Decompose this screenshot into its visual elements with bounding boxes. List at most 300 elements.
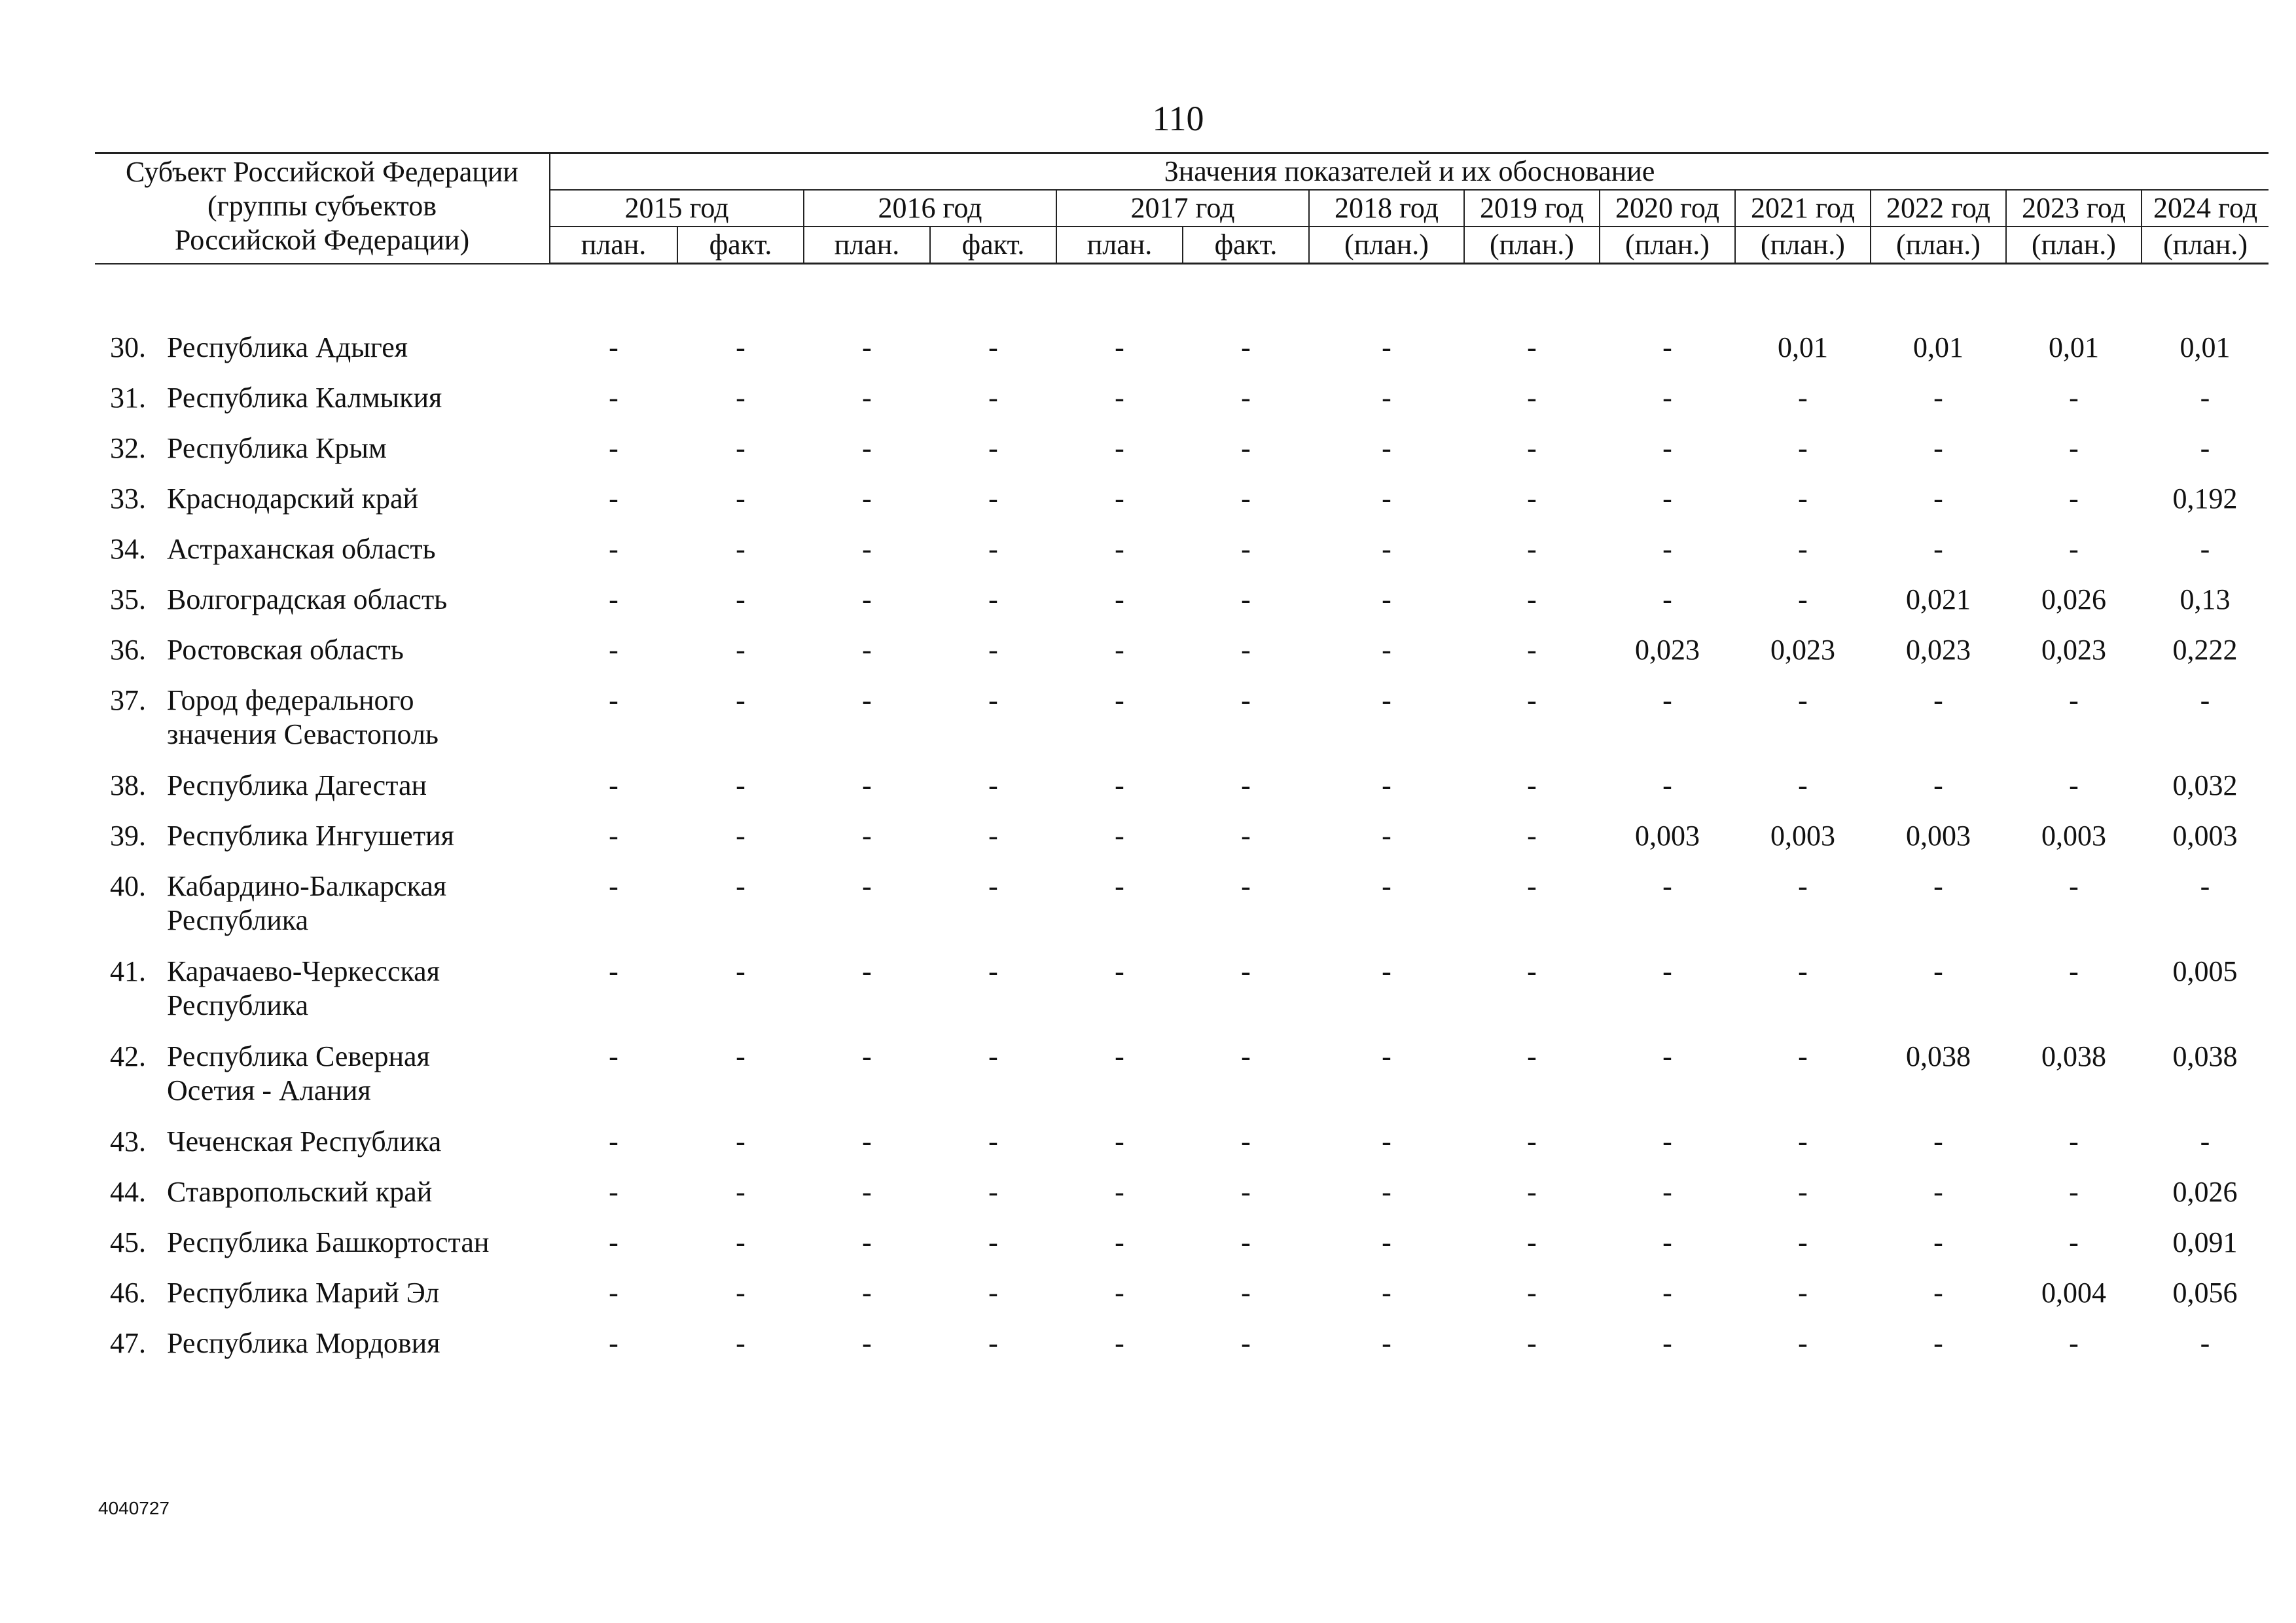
value-cell: - <box>1527 870 1537 902</box>
value-cell: - <box>862 820 872 852</box>
region-name-line1: Город федерального <box>167 684 414 716</box>
region-name <box>167 769 550 819</box>
plan-year-header: 2021 год <box>1735 190 1871 227</box>
value-cell: - <box>862 769 872 801</box>
value-cell: - <box>1662 483 1672 515</box>
value-cell: - <box>988 1040 998 1072</box>
value-cell: - <box>862 583 872 615</box>
value-cell: - <box>1115 533 1124 565</box>
value-cell: - <box>1933 1327 1943 1359</box>
value-cell: - <box>1798 1176 1808 1208</box>
value-cell: - <box>1527 769 1537 801</box>
value-cell: - <box>988 820 998 852</box>
value-cell: - <box>1115 1327 1124 1359</box>
table-row <box>95 1326 2269 1377</box>
plan-year-header: 2020 год <box>1600 190 1735 227</box>
value-cell: 0,026 <box>2172 1176 2238 1208</box>
value-cell: - <box>1382 483 1391 515</box>
value-cell: - <box>2200 870 2210 902</box>
value-cell: - <box>1798 1327 1808 1359</box>
value-cell: - <box>1382 1277 1391 1309</box>
table-row <box>95 431 2269 482</box>
value-cell: - <box>1798 432 1808 464</box>
value-cell: 0,038 <box>2041 1040 2106 1072</box>
value-cell: - <box>1662 1277 1672 1309</box>
value-cell: - <box>988 432 998 464</box>
value-cell: - <box>862 533 872 565</box>
value-cell: - <box>988 870 998 902</box>
value-cell: - <box>1115 684 1124 716</box>
value-cell: - <box>988 684 998 716</box>
value-cell: - <box>862 1277 872 1309</box>
value-cell: - <box>609 382 619 414</box>
value-cell: - <box>1115 634 1124 666</box>
value-cell: - <box>988 1226 998 1258</box>
value-cell: - <box>736 684 745 716</box>
region-name <box>167 955 550 1040</box>
table-row <box>95 1276 2269 1326</box>
value-cell: - <box>609 483 619 515</box>
table-row <box>95 633 2269 684</box>
row-number: 46. <box>110 1277 146 1309</box>
table-row <box>95 381 2269 431</box>
value-cell: - <box>1527 1176 1537 1208</box>
value-cell: - <box>736 1277 745 1309</box>
row-number: 34. <box>110 533 146 565</box>
value-cell: - <box>609 1176 619 1208</box>
value-cell: - <box>1527 583 1537 615</box>
value-cell: 0,222 <box>2172 634 2238 666</box>
row-number: 40. <box>110 870 146 902</box>
region-name-line1: Ставропольский край <box>167 1176 433 1208</box>
value-cell: - <box>1241 870 1251 902</box>
value-cell: - <box>1527 1277 1537 1309</box>
region-name-line2: Республика <box>167 989 309 1021</box>
value-cell: - <box>609 684 619 716</box>
value-cell: - <box>1527 1125 1537 1158</box>
value-cell: - <box>736 1125 745 1158</box>
value-cell: 0,091 <box>2172 1226 2238 1258</box>
value-cell: - <box>609 870 619 902</box>
value-cell: - <box>609 769 619 801</box>
value-cell: - <box>1662 533 1672 565</box>
plan-year-header: 2023 год <box>2006 190 2142 227</box>
value-cell: - <box>862 331 872 363</box>
row-number: 47. <box>110 1327 146 1359</box>
value-cell: - <box>1933 870 1943 902</box>
region-name-line1: Карачаево-Черкесская <box>167 955 440 987</box>
value-cell: - <box>1241 769 1251 801</box>
value-cell: - <box>862 1327 872 1359</box>
value-cell: - <box>1241 1040 1251 1072</box>
value-cell: - <box>736 1226 745 1258</box>
region-name <box>167 1175 550 1226</box>
year-header: 2017 год <box>1056 190 1309 227</box>
value-cell: 0,026 <box>2041 583 2106 615</box>
value-cell: 0,005 <box>2172 955 2238 987</box>
value-cell: - <box>2069 1176 2079 1208</box>
value-cell: - <box>1382 432 1391 464</box>
value-cell: - <box>1241 684 1251 716</box>
value-cell: - <box>2069 483 2079 515</box>
value-cell: - <box>988 634 998 666</box>
page-number: 110 <box>1152 99 1204 138</box>
table-header <box>95 152 2269 264</box>
value-cell: - <box>1241 1327 1251 1359</box>
region-name <box>167 381 550 431</box>
plan-subheader: (план.) <box>2006 227 2142 264</box>
row-number: 45. <box>110 1226 146 1258</box>
value-cell: - <box>1933 483 1943 515</box>
value-cell: - <box>736 1176 745 1208</box>
value-cell: - <box>609 432 619 464</box>
value-cell: - <box>1933 382 1943 414</box>
value-cell: - <box>1798 1226 1808 1258</box>
value-cell: - <box>1382 331 1391 363</box>
value-cell: - <box>1241 483 1251 515</box>
value-cell: - <box>1933 769 1943 801</box>
subject-header-line2: (группы субъектов <box>207 190 437 222</box>
region-name-line1: Республика Дагестан <box>167 769 427 801</box>
value-cell: - <box>2200 1125 2210 1158</box>
value-cell: - <box>1241 1125 1251 1158</box>
value-cell: - <box>736 634 745 666</box>
value-cell: - <box>1382 533 1391 565</box>
value-cell: - <box>2200 533 2210 565</box>
value-cell: - <box>736 1327 745 1359</box>
table-row <box>95 482 2269 532</box>
plan-year-header: 2019 год <box>1464 190 1600 227</box>
value-cell: - <box>1798 955 1808 987</box>
value-cell: 0,056 <box>2172 1277 2238 1309</box>
subject-header-line3: Российской Федерации) <box>174 224 470 256</box>
value-cell: - <box>1662 955 1672 987</box>
row-number: 33. <box>110 483 146 515</box>
table-row <box>95 583 2269 633</box>
value-cell: - <box>1798 1277 1808 1309</box>
value-cell: - <box>988 769 998 801</box>
value-cell: - <box>1662 1327 1672 1359</box>
value-cell: - <box>736 955 745 987</box>
value-cell: - <box>862 432 872 464</box>
value-cell: - <box>1382 1125 1391 1158</box>
region-name <box>167 482 550 532</box>
value-cell: - <box>1115 955 1124 987</box>
value-cell: - <box>2069 1125 2079 1158</box>
value-cell: - <box>1115 382 1124 414</box>
value-cell: 0,038 <box>1906 1040 1971 1072</box>
table-row <box>95 1125 2269 1175</box>
value-cell: - <box>1115 1176 1124 1208</box>
region-name-line2: значения Севастополь <box>167 718 439 750</box>
value-cell: - <box>1527 483 1537 515</box>
value-cell: - <box>1798 1125 1808 1158</box>
value-cell: - <box>862 870 872 902</box>
value-cell: - <box>1382 820 1391 852</box>
plan-year-header: 2018 год <box>1309 190 1464 227</box>
region-name-line1: Волгоградская область <box>167 583 448 615</box>
region-name <box>167 819 550 869</box>
region-name <box>167 1125 550 1175</box>
value-cell: 0,003 <box>1770 820 1835 852</box>
value-cell: - <box>862 684 872 716</box>
value-cell: - <box>1241 432 1251 464</box>
fact-subheader: факт. <box>930 227 1056 264</box>
value-cell: - <box>862 382 872 414</box>
table-row <box>95 819 2269 869</box>
value-cell: - <box>2069 769 2079 801</box>
value-cell: - <box>1933 1226 1943 1258</box>
value-cell: - <box>736 432 745 464</box>
value-cell: - <box>1527 432 1537 464</box>
table-row <box>95 869 2269 955</box>
region-name-line2: Осетия - Алания <box>167 1074 371 1106</box>
plan-year-header: 2022 год <box>1871 190 2006 227</box>
row-number: 43. <box>110 1125 146 1158</box>
value-cell: - <box>2069 1226 2079 1258</box>
region-name <box>167 1326 550 1377</box>
value-cell: - <box>609 1125 619 1158</box>
value-cell: 0,004 <box>2041 1277 2106 1309</box>
value-cell: - <box>736 583 745 615</box>
plan-subheader: (план.) <box>1600 227 1735 264</box>
value-cell: - <box>1933 432 1943 464</box>
fact-subheader: факт. <box>1183 227 1309 264</box>
value-cell: - <box>1241 820 1251 852</box>
value-cell: - <box>1382 583 1391 615</box>
value-cell: - <box>1662 331 1672 363</box>
region-name <box>167 331 550 381</box>
value-cell: - <box>1382 870 1391 902</box>
region-name-line1: Республика Башкортостан <box>167 1226 490 1258</box>
value-cell: - <box>1382 382 1391 414</box>
value-cell: - <box>1115 1040 1124 1072</box>
value-cell: - <box>1115 870 1124 902</box>
value-cell: - <box>1382 1040 1391 1072</box>
value-cell: - <box>1115 1226 1124 1258</box>
region-name <box>167 583 550 633</box>
value-cell: - <box>1241 382 1251 414</box>
value-cell: - <box>862 955 872 987</box>
value-cell: - <box>988 533 998 565</box>
value-cell: 0,003 <box>2041 820 2106 852</box>
value-cell: - <box>1933 533 1943 565</box>
document-code: 4040727 <box>98 1498 170 1518</box>
value-cell: - <box>1527 820 1537 852</box>
region-name-line1: Чеченская Республика <box>167 1125 442 1158</box>
row-number: 41. <box>110 955 146 987</box>
value-cell: - <box>609 583 619 615</box>
value-cell: 0,023 <box>2041 634 2106 666</box>
table-row <box>95 1040 2269 1125</box>
value-cell: - <box>1798 1040 1808 1072</box>
year-header: 2015 год <box>550 190 804 227</box>
row-number: 30. <box>110 331 146 363</box>
value-cell: - <box>862 1040 872 1072</box>
value-cell: - <box>1662 870 1672 902</box>
region-name <box>167 869 550 955</box>
value-cell: - <box>1382 1176 1391 1208</box>
value-cell: - <box>988 331 998 363</box>
table-body <box>95 331 2269 1377</box>
value-cell: - <box>2069 684 2079 716</box>
value-cell: - <box>2200 382 2210 414</box>
value-cell: - <box>1527 533 1537 565</box>
value-cell: - <box>2069 382 2079 414</box>
value-cell: 0,023 <box>1635 634 1700 666</box>
table-row <box>95 955 2269 1040</box>
region-name <box>167 1276 550 1326</box>
value-cell: - <box>1115 331 1124 363</box>
value-cell: - <box>2200 684 2210 716</box>
value-cell: 0,01 <box>2179 331 2231 363</box>
plan-subheader: (план.) <box>1464 227 1600 264</box>
value-cell: - <box>862 1226 872 1258</box>
value-cell: - <box>1798 583 1808 615</box>
value-cell: 0,13 <box>2179 583 2231 615</box>
subject-header-line1: Субъект Российской Федерации <box>126 156 518 188</box>
value-cell: 0,038 <box>2172 1040 2238 1072</box>
value-cell: - <box>1933 955 1943 987</box>
region-name-line1: Кабардино-Балкарская <box>167 870 447 902</box>
subject-header <box>95 153 550 264</box>
value-cell: - <box>1527 331 1537 363</box>
value-cell: - <box>1527 955 1537 987</box>
value-cell: - <box>2069 533 2079 565</box>
value-cell: - <box>1241 955 1251 987</box>
region-name <box>167 1226 550 1276</box>
value-cell: 0,003 <box>2172 820 2238 852</box>
plan-subheader: (план.) <box>1309 227 1464 264</box>
value-cell: - <box>1798 870 1808 902</box>
value-cell: - <box>736 1040 745 1072</box>
value-cell: 0,003 <box>1635 820 1700 852</box>
plan-subheader: (план.) <box>2142 227 2269 264</box>
value-cell: - <box>1115 583 1124 615</box>
value-cell: - <box>1662 1040 1672 1072</box>
region-name-line1: Республика Северная <box>167 1040 430 1072</box>
value-cell: - <box>2069 432 2079 464</box>
region-name-line1: Ростовская область <box>167 634 404 666</box>
value-cell: - <box>1662 684 1672 716</box>
region-name <box>167 684 550 769</box>
value-cell: - <box>988 1277 998 1309</box>
value-cell: - <box>2200 432 2210 464</box>
value-cell: - <box>988 382 998 414</box>
value-cell: - <box>988 1176 998 1208</box>
row-number: 37. <box>110 684 146 716</box>
region-name <box>167 633 550 684</box>
value-cell: - <box>1115 432 1124 464</box>
value-cell: - <box>862 634 872 666</box>
value-cell: - <box>1382 1226 1391 1258</box>
value-cell: 0,01 <box>2049 331 2099 363</box>
row-number: 38. <box>110 769 146 801</box>
value-cell: 0,023 <box>1770 634 1835 666</box>
value-cell: 0,003 <box>1906 820 1971 852</box>
value-cell: - <box>1241 533 1251 565</box>
value-cell: - <box>1662 382 1672 414</box>
value-cell: - <box>1798 483 1808 515</box>
value-cell: - <box>988 583 998 615</box>
value-cell: - <box>609 820 619 852</box>
value-cell: - <box>1662 1176 1672 1208</box>
row-number: 39. <box>110 820 146 852</box>
value-cell: - <box>2069 870 2079 902</box>
value-cell: - <box>2069 955 2079 987</box>
value-cell: - <box>2069 1327 2079 1359</box>
value-cell: - <box>736 870 745 902</box>
value-cell: - <box>2200 1327 2210 1359</box>
region-name-line2: Республика <box>167 904 309 936</box>
value-cell: - <box>609 1226 619 1258</box>
value-cell: - <box>1662 1125 1672 1158</box>
value-cell: - <box>736 820 745 852</box>
value-cell: - <box>1662 583 1672 615</box>
table-row <box>95 1175 2269 1226</box>
value-cell: - <box>1241 583 1251 615</box>
value-cell: - <box>1527 382 1537 414</box>
value-cell: 0,192 <box>2172 483 2238 515</box>
value-cell: - <box>609 533 619 565</box>
value-cell: - <box>1241 1226 1251 1258</box>
region-name-line1: Республика Крым <box>167 432 387 464</box>
region-name <box>167 431 550 482</box>
plan-subheader: план. <box>804 227 930 264</box>
region-name-line1: Республика Мордовия <box>167 1327 440 1359</box>
value-cell: - <box>1933 1125 1943 1158</box>
plan-subheader: (план.) <box>1871 227 2006 264</box>
value-cell: - <box>1382 955 1391 987</box>
value-cell: - <box>1115 769 1124 801</box>
table-row <box>95 532 2269 583</box>
value-cell: - <box>1798 769 1808 801</box>
value-cell: - <box>1241 634 1251 666</box>
value-cell: - <box>988 1327 998 1359</box>
value-cell: - <box>1662 1226 1672 1258</box>
region-name-line1: Астраханская область <box>167 533 436 565</box>
region-name <box>167 1040 550 1125</box>
value-cell: 0,023 <box>1906 634 1971 666</box>
row-number: 44. <box>110 1176 146 1208</box>
value-cell: - <box>1382 684 1391 716</box>
value-cell: - <box>1115 483 1124 515</box>
value-cell: - <box>988 955 998 987</box>
value-cell: - <box>1933 1176 1943 1208</box>
value-cell: - <box>1933 684 1943 716</box>
region-name-line1: Республика Ингушетия <box>167 820 454 852</box>
value-cell: - <box>1527 1327 1537 1359</box>
fact-subheader: факт. <box>677 227 804 264</box>
values-title: Значения показателей и их обоснование <box>550 153 2269 191</box>
row-number: 42. <box>110 1040 146 1072</box>
value-cell: - <box>609 331 619 363</box>
value-cell: - <box>1115 820 1124 852</box>
value-cell: - <box>862 1176 872 1208</box>
value-cell: - <box>736 533 745 565</box>
region-name-line1: Республика Адыгея <box>167 331 408 363</box>
value-cell: - <box>1933 1277 1943 1309</box>
row-number: 35. <box>110 583 146 615</box>
row-number: 32. <box>110 432 146 464</box>
value-cell: - <box>988 1125 998 1158</box>
value-cell: - <box>736 382 745 414</box>
region-name-line1: Республика Калмыкия <box>167 382 442 414</box>
value-cell: - <box>609 1327 619 1359</box>
value-cell: - <box>736 331 745 363</box>
value-cell: - <box>1115 1125 1124 1158</box>
plan-year-header: 2024 год <box>2142 190 2269 227</box>
